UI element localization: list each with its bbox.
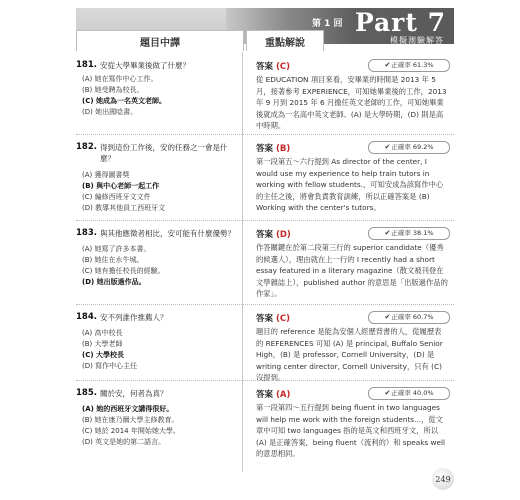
answer-label: 答案 (B) [256,144,291,154]
question-text: 關於安，何者為真？ [100,389,168,398]
answer-letter: (D) [275,230,291,240]
option-list [82,244,237,288]
accuracy-badge: ✔正確率 60.7% [368,311,450,324]
accuracy-badge: ✔正確率 38.1% [368,227,450,240]
separator [76,304,454,306]
tab-translation: 題目中譯 [76,30,244,51]
question-number: 182. [76,142,97,152]
question-text: 與其他應徵者相比，安可能有什麼優勢？ [100,229,235,238]
explanation-text: 作答關鍵在於第二段第三行的 superior candidate（優秀的候選人），理由就在上一行的 I recently had a short essay featured in a literary magazine（散文被刊登在文學雜誌上），published author 的意思是「出版過作品的作家」。 [256,243,448,298]
check-icon: ✔ [384,143,391,151]
option: (C) 她於 2014 年開始她大學。 [82,427,180,435]
option: (A) 她寫了許多本書。 [82,245,151,253]
answer-letter: (A) [275,390,291,400]
page-header [76,8,454,49]
option-correct: (C) 大學校長 [82,351,124,359]
page-number: 249 [432,468,454,490]
check-icon: ✔ [384,313,391,321]
check-icon: ✔ [384,229,391,237]
explanation-text: 題目的 reference 是能為安個人經歷背書的人，從履歷表的 REFERENCES 可知 (A) 是 principal, Buffalo Senior High，(B) 是 professor, Cornell University，(D) 是 writing center director, Cornell University，只有 (C) 沒提到。 [256,327,443,382]
answer-label: 答案 (D) [256,230,291,240]
separator [76,220,454,222]
answer-label: 答案 (C) [256,62,290,72]
option: (A) 獲得圖書獎 [82,171,130,179]
section-subtitle: 模擬測驗解答 [390,36,444,45]
column-divider [242,52,243,472]
question-number: 185. [76,388,97,398]
check-icon: ✔ [384,61,391,69]
option: (D) 英文是她的第二語言。 [82,438,166,446]
option-correct: (D) 她出版過作品。 [82,278,146,286]
option: (D) 她出國唸書。 [82,108,138,116]
question-text: 得到這份工作後，安的任務之一會是什麼？ [100,143,228,163]
page [76,8,454,494]
part-title: Part 7 [354,8,446,37]
option: (B) 大學老師 [82,340,123,348]
option-list [82,404,237,448]
answer-label: 答案 (A) [256,390,291,400]
explanation-text: 第一段第四～五行提到 being fluent in two languages will help me work with the foreign students...，從文章中可知 two languages 指的是英文和西班牙文，所以 (A) 是正確答案，being fluent（流利的）和 speaks well 的意思相同。 [256,403,446,458]
option-list [82,74,237,118]
round-label: 第 1 回 [312,19,343,29]
question-number: 181. [76,60,97,70]
question-text: 安從大學畢業後做了什麼？ [100,61,190,70]
answer-label: 答案 (C) [256,314,290,324]
option-list [82,170,237,214]
separator [76,380,454,382]
option: (D) 教導其他員工西班牙文 [82,204,166,212]
option: (D) 寫作中心主任 [82,362,138,370]
accuracy-badge: ✔正確率 40.0% [368,387,450,400]
option: (B) 她在康乃爾大學主修教育。 [82,416,179,424]
accuracy-badge: ✔正確率 69.2% [368,141,450,154]
question-text: 安不列誰作推薦人？ [100,313,168,322]
answer-letter: (B) [275,144,291,154]
accuracy-badge: ✔正確率 61.3% [368,59,450,72]
option: (B) 她受聘為校長。 [82,86,144,94]
explanation-text: 從 EDUCATION 項目來看，安畢業的時間是 2013 年 5 月，接著參考 EXPERIENCE，可知她畢業後的工作，2013 年 9 月到 2015 年 6 月擔任英文老師的工作，可知她畢業後就成為一名高中英文老師。(A) 是大學時期，(D) 則是高中時期。 [256,75,447,130]
option: (A) 她在寫作中心工作。 [82,75,158,83]
option-correct: (A) 她的西班牙文講得很好。 [82,405,174,413]
answer-letter: (C) [275,62,290,72]
check-icon: ✔ [384,389,391,397]
explanation-text: 第一段第五～六行提到 As director of the center, I would use my experience to help train tutors in working with fellow students.，可知安成為該寫作中心的主任之後，將會負責教育訓練，所以正確答案是 (B) Working with the center's tutors。 [256,157,444,212]
question-number: 184. [76,312,97,322]
option: (B) 她住在水牛城。 [82,256,144,264]
option: (A) 高中校長 [82,329,123,337]
option-correct: (C) 她成為一名英文老師。 [82,97,166,105]
question-number: 183. [76,228,97,238]
tab-explanation: 重點解說 [246,30,324,51]
option-correct: (B) 與中心老師一起工作 [82,182,160,190]
option-list [82,328,237,372]
option: (C) 編修西班牙文文件 [82,193,151,201]
separator [76,134,454,136]
answer-letter: (C) [275,314,290,324]
option: (C) 她有擔任校長的經驗。 [82,267,165,275]
